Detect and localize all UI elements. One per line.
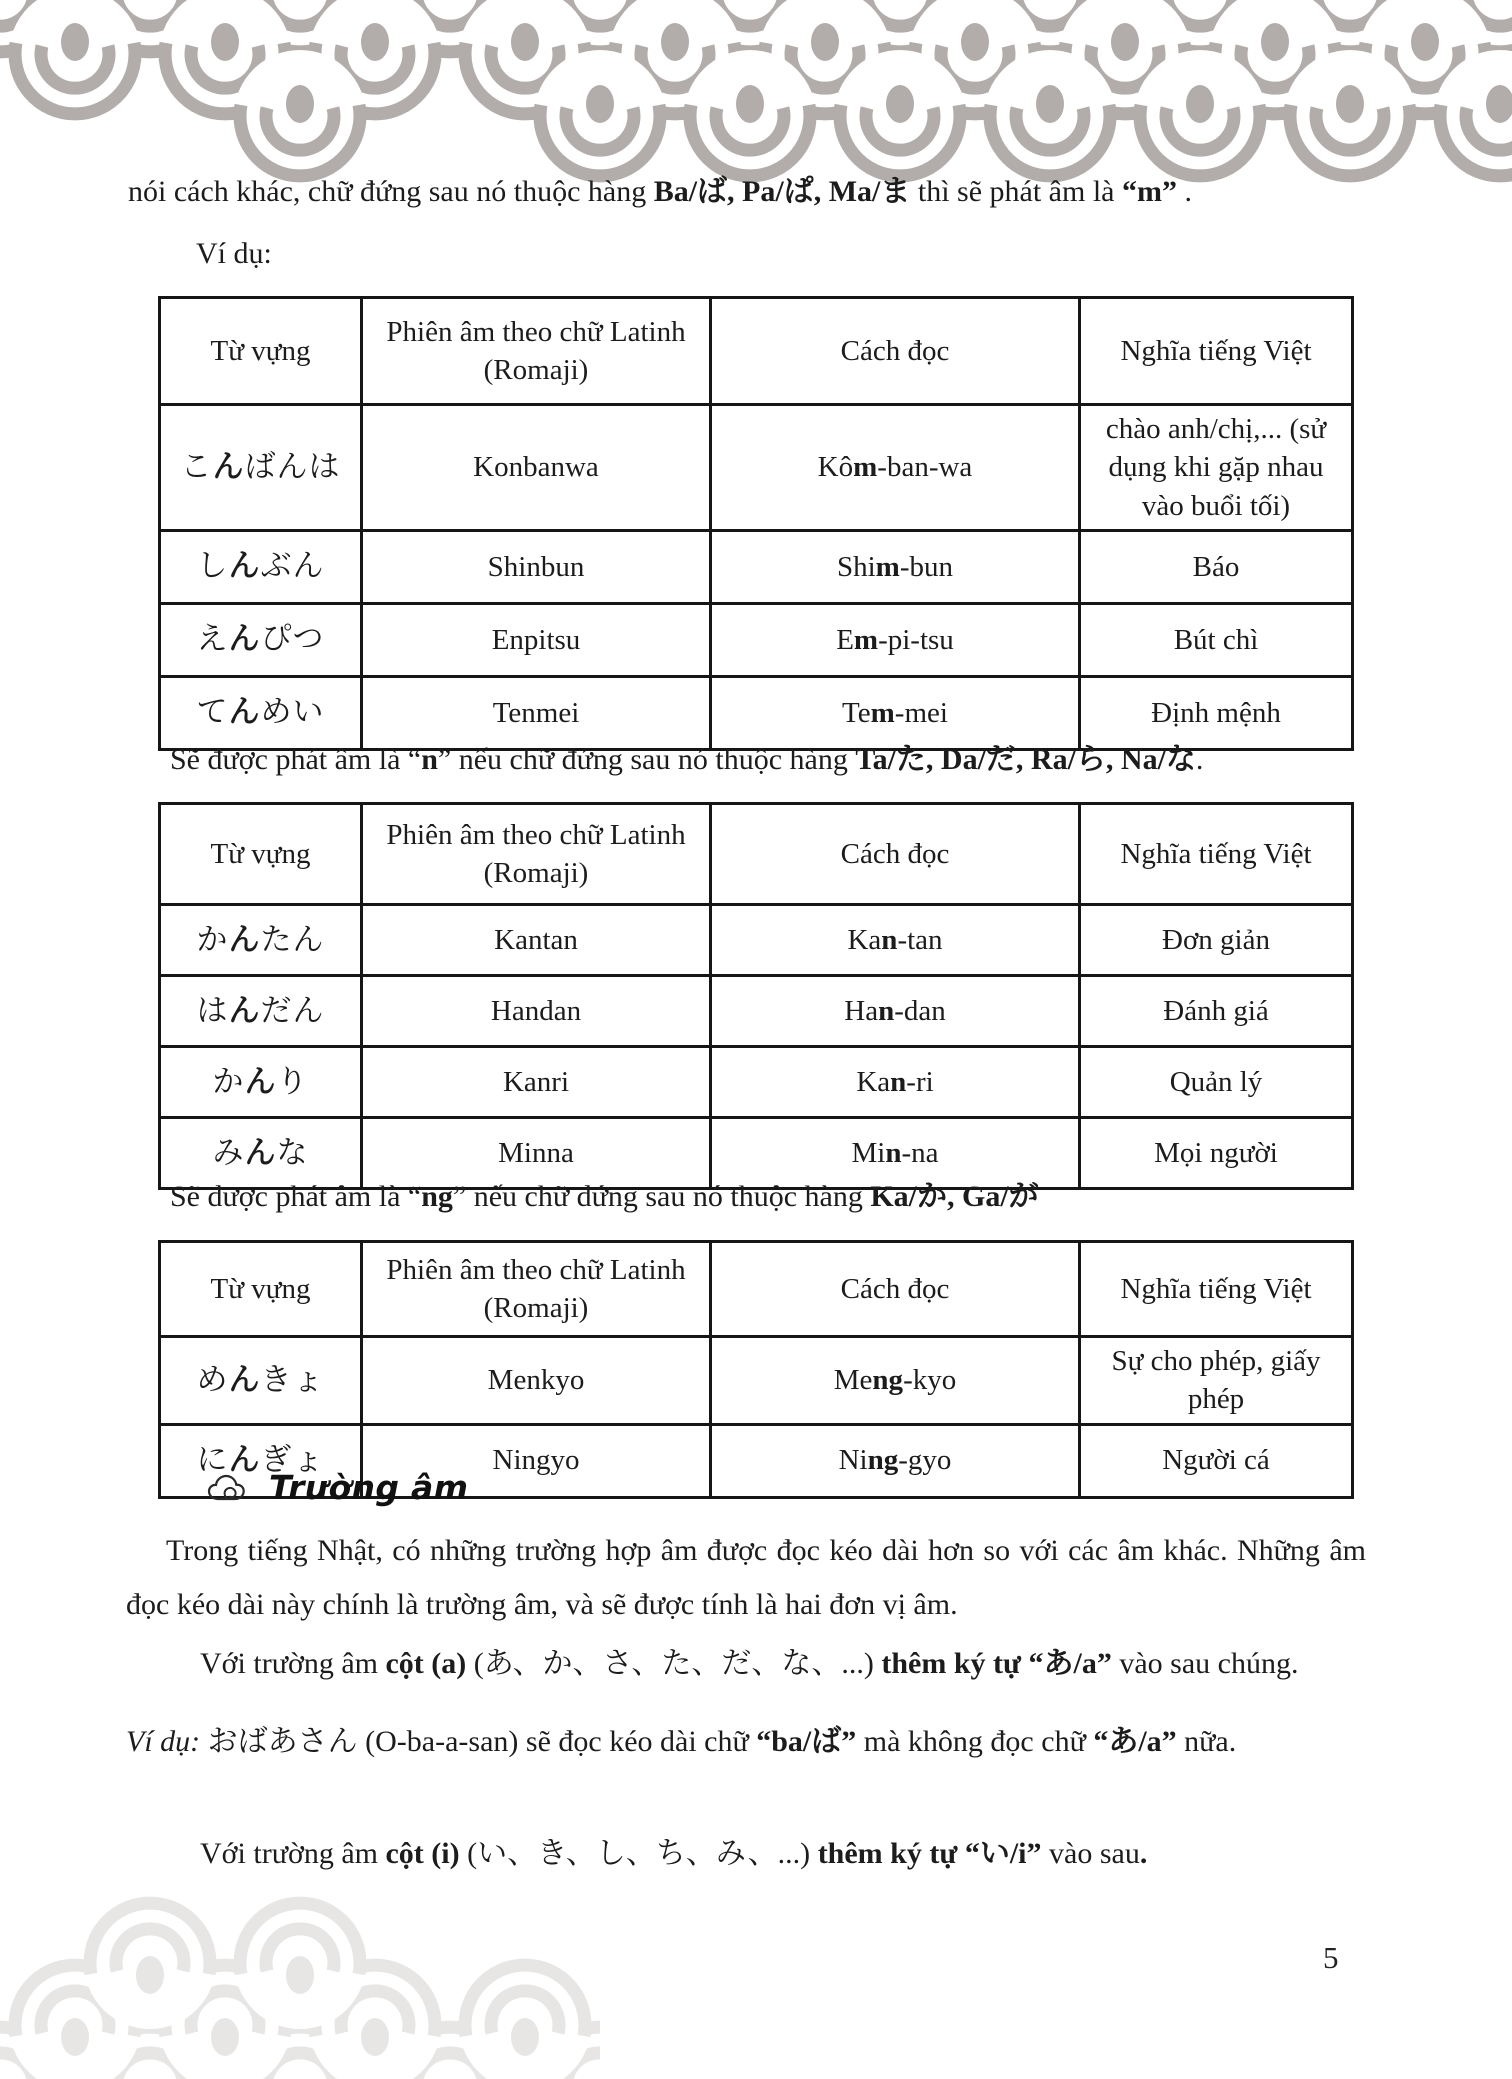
cloud-icon [205, 1470, 257, 1506]
section-title: Trường âm [269, 1468, 469, 1507]
seigaiha-pattern-top [0, 0, 1512, 200]
column-header: Cách đọc [711, 1242, 1080, 1337]
note-ng-rule: Sẽ được phát âm là “ng” nếu chữ đứng sau nó thuộc hàng Ka/か, Ga/が [170, 1180, 1039, 1213]
table-row [160, 530, 1353, 603]
reading-cell: Kôm-ban-wa [711, 405, 1080, 531]
meaning-cell: Đơn giản [1080, 905, 1353, 976]
column-header: Nghĩa tiếng Việt [1080, 1242, 1353, 1337]
table-row [160, 1337, 1353, 1425]
rule-column-i: Với trường âm cột (i) (い、き、し、ち、み、...) thêm ký tự “い/i” vào sau. [200, 1837, 1148, 1870]
meaning-cell: Định mệnh [1080, 676, 1353, 749]
table-row [160, 976, 1353, 1047]
meaning-cell: Đánh giá [1080, 976, 1353, 1047]
long-vowel-paragraph: Trong tiếng Nhật, có những trường hợp âm được đọc kéo dài hơn so với các âm khác. Những âm đọc kéo dài này chính là trường âm, và sẽ được tính là hai đơn vị âm. [126, 1534, 1366, 1621]
table-row [160, 603, 1353, 676]
kana-cell: かんり [160, 1047, 362, 1118]
section-heading [205, 1468, 468, 1507]
kana-cell: めんきょ [160, 1337, 362, 1425]
reading-cell: Em-pi-tsu [711, 603, 1080, 676]
column-header: Từ vựng [160, 1242, 362, 1337]
vocab-table-n [158, 802, 1354, 1190]
romaji-cell: Shinbun [362, 530, 711, 603]
romaji-cell: Enpitsu [362, 603, 711, 676]
page-number: 5 [1323, 1940, 1339, 1975]
meaning-cell: chào anh/chị,... (sử dụng khi gặp nhau vào buổi tối) [1080, 405, 1353, 531]
meaning-cell: Người cá [1080, 1424, 1353, 1497]
column-header: Cách đọc [711, 298, 1080, 405]
romaji-cell: Ningyo [362, 1424, 711, 1497]
meaning-cell: Sự cho phép, giấy phép [1080, 1337, 1353, 1425]
reading-cell: Kan-tan [711, 905, 1080, 976]
kana-cell: こんばんは [160, 405, 362, 531]
meaning-cell: Mọi người [1080, 1118, 1353, 1189]
meaning-cell: Quản lý [1080, 1047, 1353, 1118]
kana-cell: てんめい [160, 676, 362, 749]
header-row [160, 298, 1353, 405]
vocab-table-ng [158, 1240, 1354, 1499]
romaji-cell: Minna [362, 1118, 711, 1189]
table-row [160, 905, 1353, 976]
column-header: Phiên âm theo chữ Latinh (Romaji) [362, 804, 711, 905]
meaning-cell: Bút chì [1080, 603, 1353, 676]
romaji-cell: Tenmei [362, 676, 711, 749]
kana-cell: はんだん [160, 976, 362, 1047]
kana-cell: にんぎょ [160, 1424, 362, 1497]
intro-sentence: nói cách khác, chữ đứng sau nó thuộc hàng Ba/ば, Pa/ぱ, Ma/ま thì sẽ phát âm là “m” . [128, 175, 1192, 208]
vocab-table-m [158, 296, 1354, 751]
table-row [160, 405, 1353, 531]
reading-cell: Tem-mei [711, 676, 1080, 749]
column-header: Từ vựng [160, 298, 362, 405]
reading-cell: Ning-gyo [711, 1424, 1080, 1497]
reading-cell: Han-dan [711, 976, 1080, 1047]
kana-cell: かんたん [160, 905, 362, 976]
header-row [160, 1242, 1353, 1337]
note-n-rule: Sẽ được phát âm là “n” nếu chữ đứng sau nó thuộc hàng Ta/た, Da/だ, Ra/ら, Na/な. [170, 743, 1204, 776]
example-label: Ví dụ: [196, 237, 272, 270]
seigaiha-pattern-bottom [0, 1879, 600, 2079]
column-header: Cách đọc [711, 804, 1080, 905]
column-header: Phiên âm theo chữ Latinh (Romaji) [362, 1242, 711, 1337]
reading-cell: Meng-kyo [711, 1337, 1080, 1425]
column-header: Nghĩa tiếng Việt [1080, 804, 1353, 905]
column-header: Từ vựng [160, 804, 362, 905]
romaji-cell: Kantan [362, 905, 711, 976]
column-header: Nghĩa tiếng Việt [1080, 298, 1353, 405]
example-obaasan: Ví dụ: おばあさん (O-ba-a-san) sẽ đọc kéo dài chữ “ba/ば” mà không đọc chữ “あ/a” nữa. [126, 1725, 1237, 1758]
column-header: Phiên âm theo chữ Latinh (Romaji) [362, 298, 711, 405]
romaji-cell: Konbanwa [362, 405, 711, 531]
romaji-cell: Menkyo [362, 1337, 711, 1425]
reading-cell: Shim-bun [711, 530, 1080, 603]
reading-cell: Kan-ri [711, 1047, 1080, 1118]
kana-cell: えんぴつ [160, 603, 362, 676]
reading-cell: Min-na [711, 1118, 1080, 1189]
table-row [160, 1047, 1353, 1118]
header-row [160, 804, 1353, 905]
romaji-cell: Kanri [362, 1047, 711, 1118]
meaning-cell: Báo [1080, 530, 1353, 603]
kana-cell: しんぶん [160, 530, 362, 603]
romaji-cell: Handan [362, 976, 711, 1047]
rule-column-a: Với trường âm cột (a) (あ、か、さ、た、だ、な、...) thêm ký tự “あ/a” vào sau chúng. [200, 1647, 1299, 1680]
kana-cell: みんな [160, 1118, 362, 1189]
